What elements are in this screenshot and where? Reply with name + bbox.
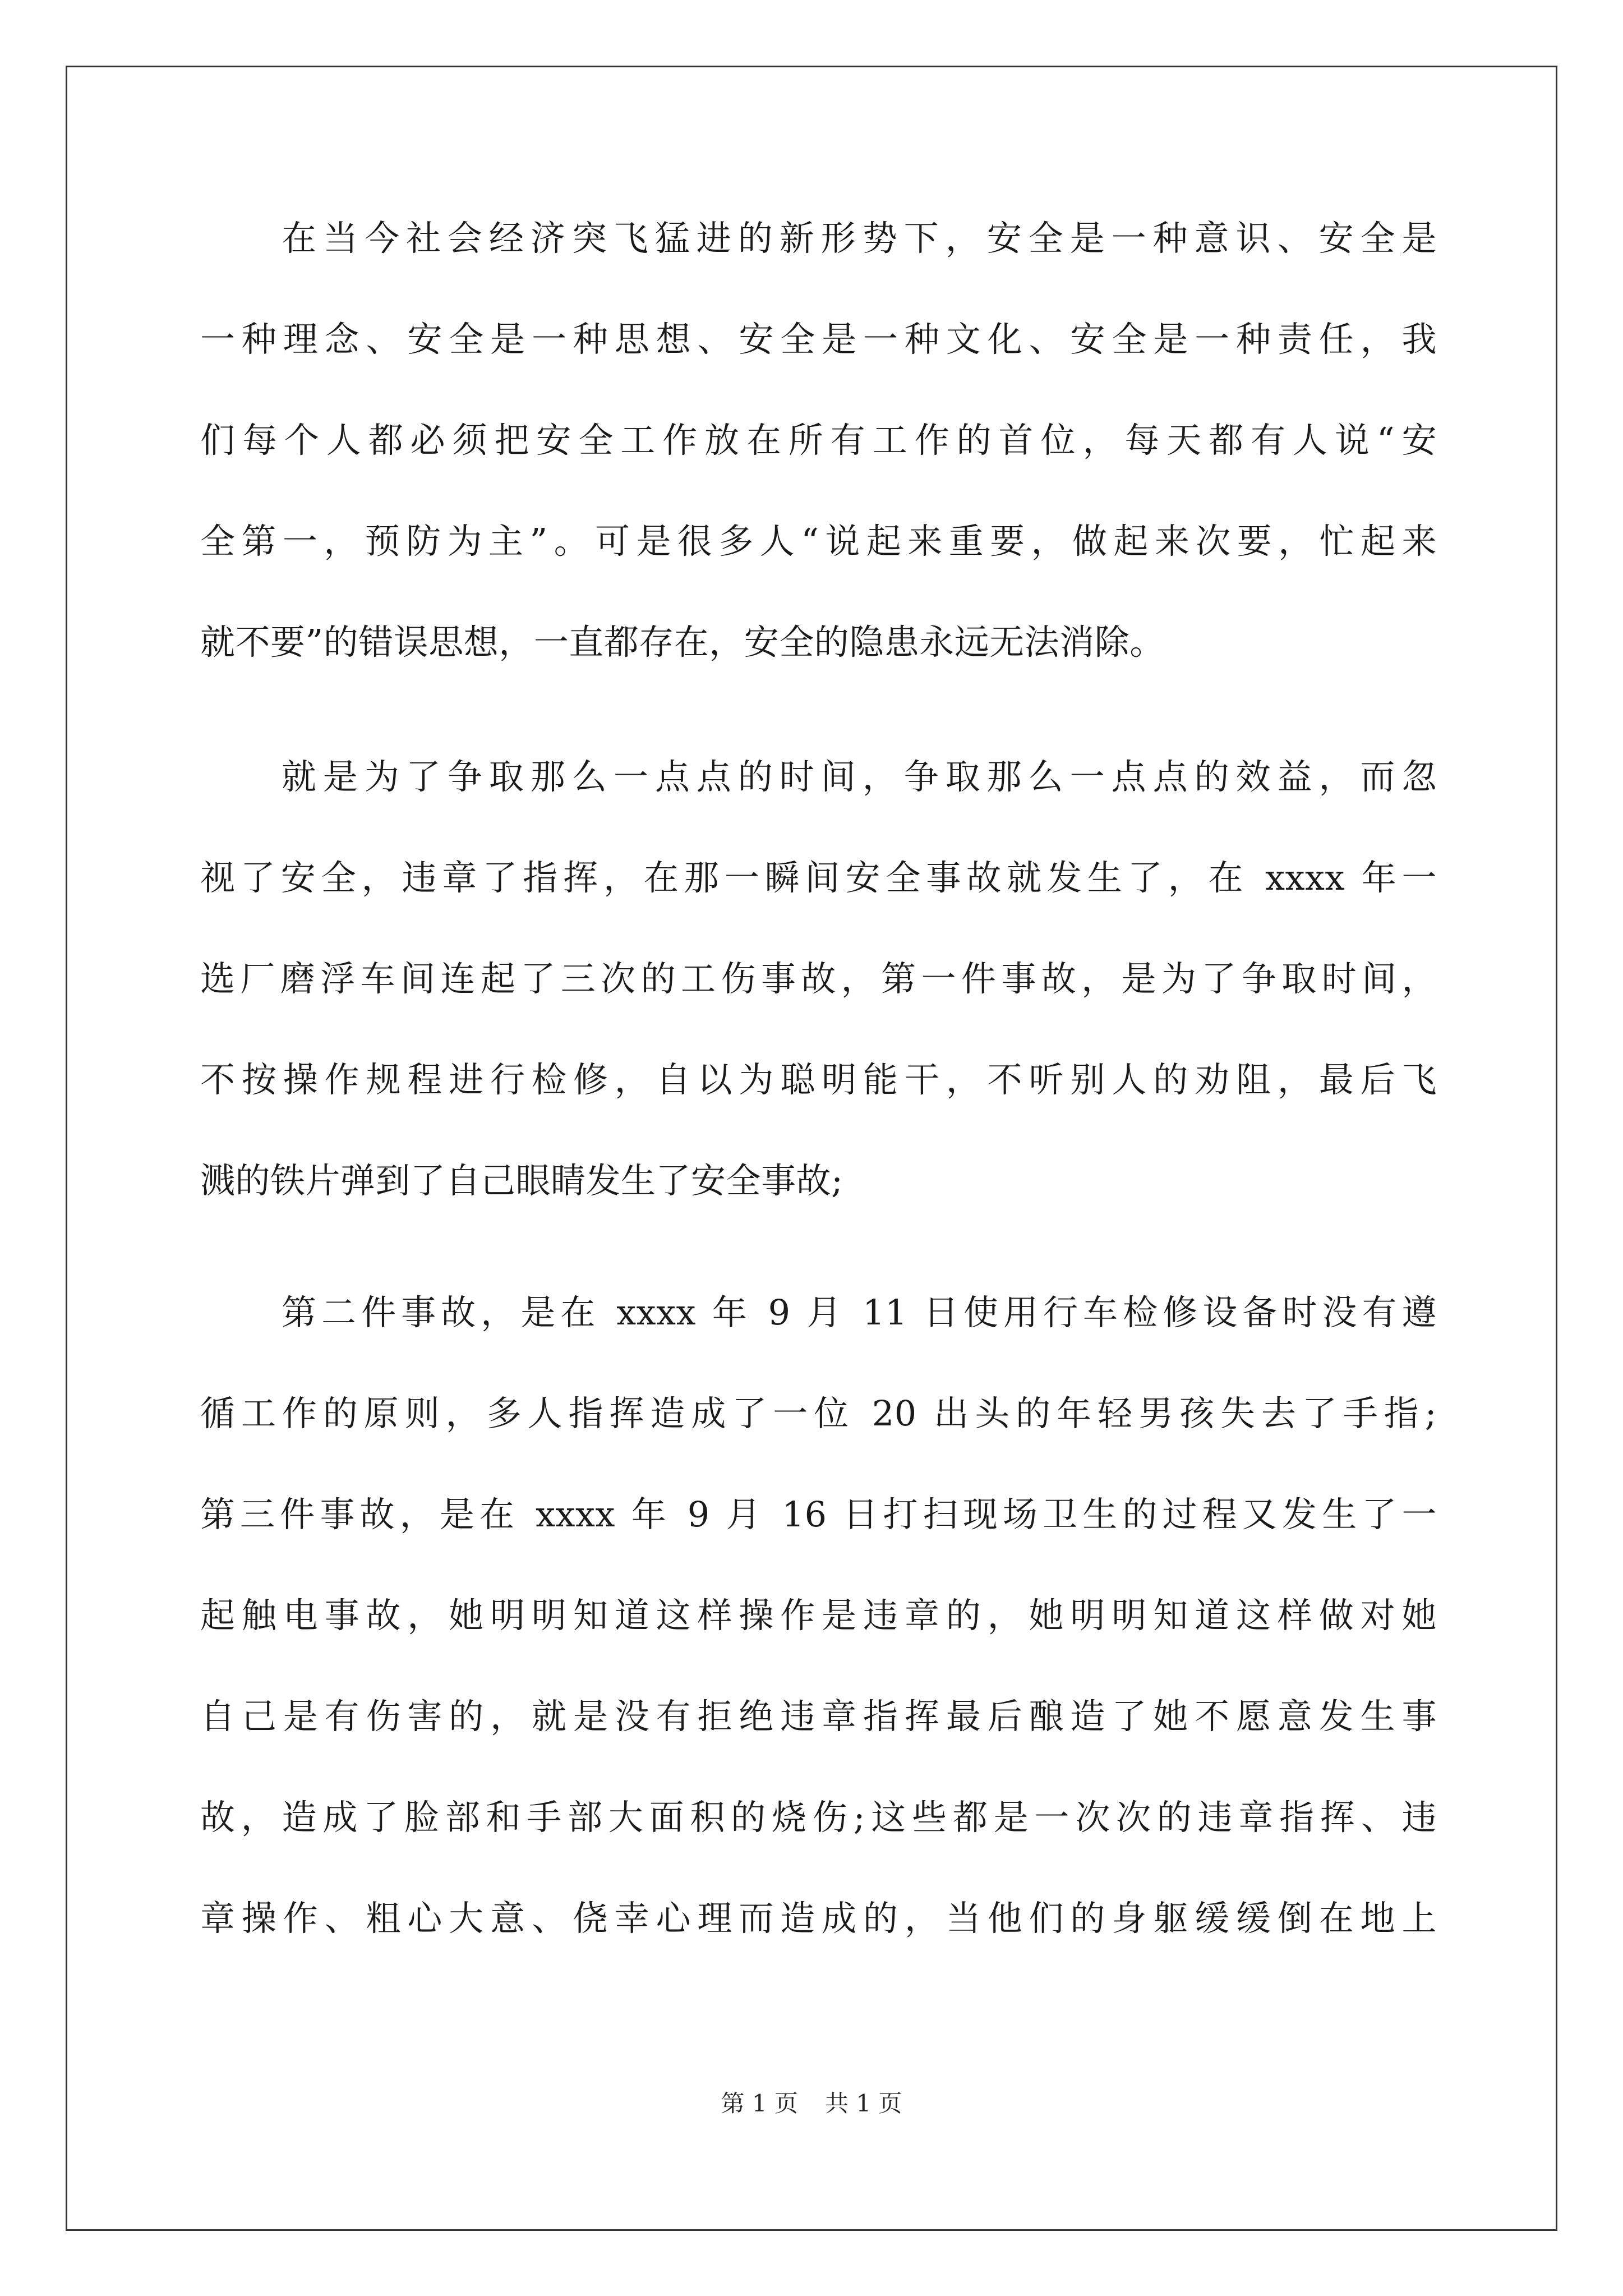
text-line: 第二件事故，是在 xxxx 年 9 月 11 日使用行车检修设备时没有遵 [282,1292,1437,1333]
text-line: 章操作、粗心大意、侥幸心理而造成的，当他们的身躯缓缓倒在地上 [200,1898,1437,1939]
text-line: 视了安全，违章了指挥，在那一瞬间安全事故就发生了，在 xxxx 年一 [200,857,1437,898]
page-total: 共 1 页 [825,2090,902,2117]
text-line: 在当今社会经济突飞猛进的新形势下，安全是一种意识、安全是 [282,218,1437,259]
text-line: 循工作的原则，多人指挥造成了一位 20 出头的年轻男孩失去了手指; [200,1393,1437,1434]
text-line: 自己是有伤害的，就是没有拒绝违章指挥最后酿造了她不愿意发生事 [200,1696,1437,1737]
text-line: 一种理念、安全是一种思想、安全是一种文化、安全是一种责任，我 [200,319,1437,360]
text-line: 就是为了争取那么一点点的时间，争取那么一点点的效益，而忽 [282,756,1437,797]
text-line: 故，造成了脸部和手部大面积的烧伤;这些都是一次次的违章指挥、违 [200,1797,1437,1838]
text-line: 第三件事故，是在 xxxx 年 9 月 16 日打扫现场卫生的过程又发生了一 [200,1494,1437,1535]
text-line: 就不要”的错误思想，一直都存在，安全的隐患永远无法消除。 [200,622,1165,662]
page-number: 第 1 页 [721,2090,798,2117]
page-footer [0,2087,1623,2120]
text-line: 溅的铁片弹到了自己眼睛发生了安全事故; [200,1160,843,1201]
text-line: 选厂磨浮车间连起了三次的工伤事故，第一件事故，是为了争取时间， [200,958,1437,999]
text-line: 们每个人都必须把安全工作放在所有工作的首位，每天都有人说“安 [200,420,1437,461]
text-line: 起触电事故，她明明知道这样操作是违章的，她明明知道这样做对她 [200,1595,1437,1636]
text-line: 不按操作规程进行检修，自以为聪明能干，不听别人的劝阻，最后飞 [200,1059,1437,1100]
text-line: 全第一，预防为主”。可是很多人“说起来重要，做起来次要，忙起来 [200,521,1437,562]
